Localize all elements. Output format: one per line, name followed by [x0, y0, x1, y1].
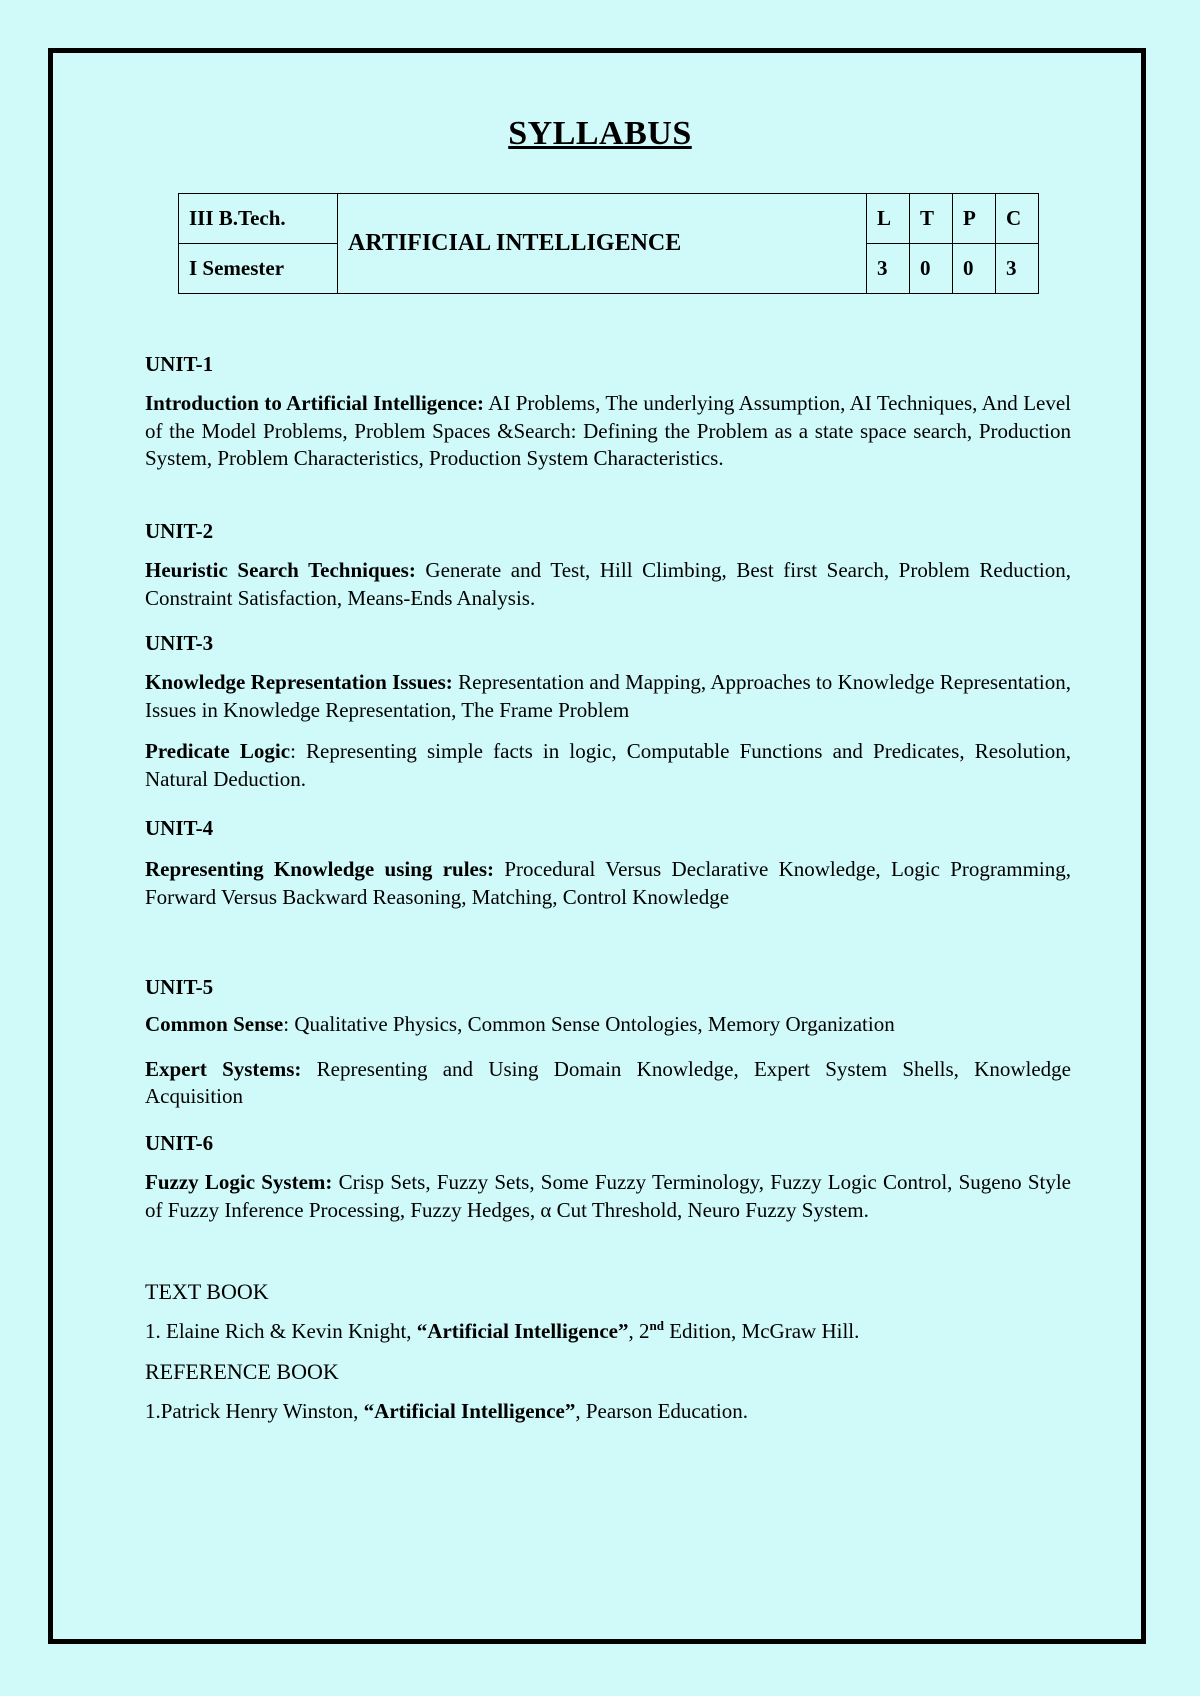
textbook-author: 1. Elaine Rich & Kevin Knight, [145, 1319, 417, 1343]
unit-3-paragraph-1 [145, 669, 1071, 724]
value-c: 3 [996, 244, 1039, 294]
unit-1-heading: UNIT-1 [145, 352, 214, 376]
unit-5-text-2: Representing and Using Domain Knowledge, Expert System Shells, Knowledge Acquisition [145, 1056, 1071, 1108]
value-t: 0 [910, 244, 953, 294]
unit-5-text-1: : Qualitative Physics, Common Sense Ontologies, Memory Organization [283, 1012, 895, 1036]
unit-4-term: Representing Knowledge using rules: [145, 857, 495, 881]
textbook-publisher: Edition, McGraw Hill. [663, 1319, 860, 1343]
unit-1-text: AI Problems, The underlying Assumption, AI Techniques, And Level of the Model Problems, Problem Spaces &Search: Defining the Problem as a state space search, Production System, Problem Characteristics, Production System Characteristics. [145, 391, 1072, 470]
unit-3-section [145, 631, 1071, 793]
unit-3-heading: UNIT-3 [145, 631, 214, 655]
unit-4-heading: UNIT-4 [145, 816, 214, 840]
unit-2-text: Generate and Test, Hill Climbing, Best first Search, Problem Reduction, Constraint Satisfaction, Means-Ends Analysis. [145, 558, 1071, 610]
unit-4-text: Procedural Versus Declarative Knowledge, Logic Programming, Forward Versus Backward Reasoning, Matching, Control Knowledge [145, 857, 1071, 909]
page-title: SYLLABUS [508, 115, 692, 152]
unit-5-paragraph-2 [145, 1056, 1071, 1111]
header-l: L [867, 194, 910, 244]
reference-section [145, 1359, 1071, 1426]
unit-5-heading: UNIT-5 [145, 975, 214, 999]
unit-2-section [145, 519, 1071, 612]
unit-4-paragraph [145, 856, 1071, 911]
unit-6-section [145, 1131, 1071, 1224]
unit-6-term: Fuzzy Logic System: [145, 1170, 333, 1194]
course-year: III B.Tech. [179, 194, 338, 244]
course-semester: I Semester [179, 244, 338, 294]
unit-2-paragraph [145, 557, 1071, 612]
unit-3-term-1: Knowledge Representation Issues: [145, 670, 453, 694]
unit-3-paragraph-2 [145, 738, 1071, 793]
unit-5-paragraph-1 [145, 1011, 1071, 1039]
reference-title: “Artificial Intelligence” [363, 1399, 576, 1423]
unit-6-heading: UNIT-6 [145, 1131, 214, 1155]
textbook-edition-sup: nd [649, 1318, 664, 1333]
unit-5-term-2: Expert Systems: [145, 1056, 302, 1081]
unit-4-section [145, 816, 1071, 911]
reference-heading: REFERENCE BOOK [145, 1359, 339, 1384]
unit-3-text-2: : Representing simple facts in logic, Computable Functions and Predicates, Resolution, Natural Deduction. [145, 739, 1072, 791]
course-subject: ARTIFICIAL INTELLIGENCE [338, 194, 867, 294]
unit-3-text-1: Representation and Mapping, Approaches to Knowledge Representation, Issues in Knowledge Representation, The Frame Problem [145, 670, 1071, 722]
unit-2-heading: UNIT-2 [145, 519, 214, 543]
textbook-section [145, 1279, 1071, 1346]
unit-1-section [145, 352, 1071, 473]
header-t: T [910, 194, 953, 244]
value-l: 3 [867, 244, 910, 294]
unit-5-term-1: Common Sense [145, 1012, 284, 1036]
header-c: C [996, 194, 1039, 244]
unit-5-section [145, 975, 1071, 1111]
textbook-edition-num: , 2 [628, 1319, 650, 1343]
textbook-title: “Artificial Intelligence” [416, 1319, 629, 1343]
unit-2-term: Heuristic Search Techniques: [145, 558, 416, 582]
header-p: P [953, 194, 996, 244]
textbook-heading: TEXT BOOK [145, 1279, 269, 1304]
reference-publisher: , Pearson Education. [575, 1399, 748, 1423]
unit-3-term-2: Predicate Logic [145, 739, 291, 763]
unit-1-paragraph [145, 390, 1071, 473]
course-info-table [178, 193, 1039, 294]
reference-author: 1.Patrick Henry Winston, [145, 1399, 364, 1423]
unit-6-paragraph [145, 1169, 1071, 1224]
unit-1-term: Introduction to Artificial Intelligence: [145, 391, 484, 415]
unit-6-text: Crisp Sets, Fuzzy Sets, Some Fuzzy Terminology, Fuzzy Logic Control, Sugeno Style of Fuzzy Inference Processing, Fuzzy Hedges, α Cut Threshold, Neuro Fuzzy System. [145, 1170, 1071, 1222]
value-p: 0 [953, 244, 996, 294]
reference-entry [145, 1398, 1071, 1426]
textbook-entry [145, 1318, 1071, 1346]
